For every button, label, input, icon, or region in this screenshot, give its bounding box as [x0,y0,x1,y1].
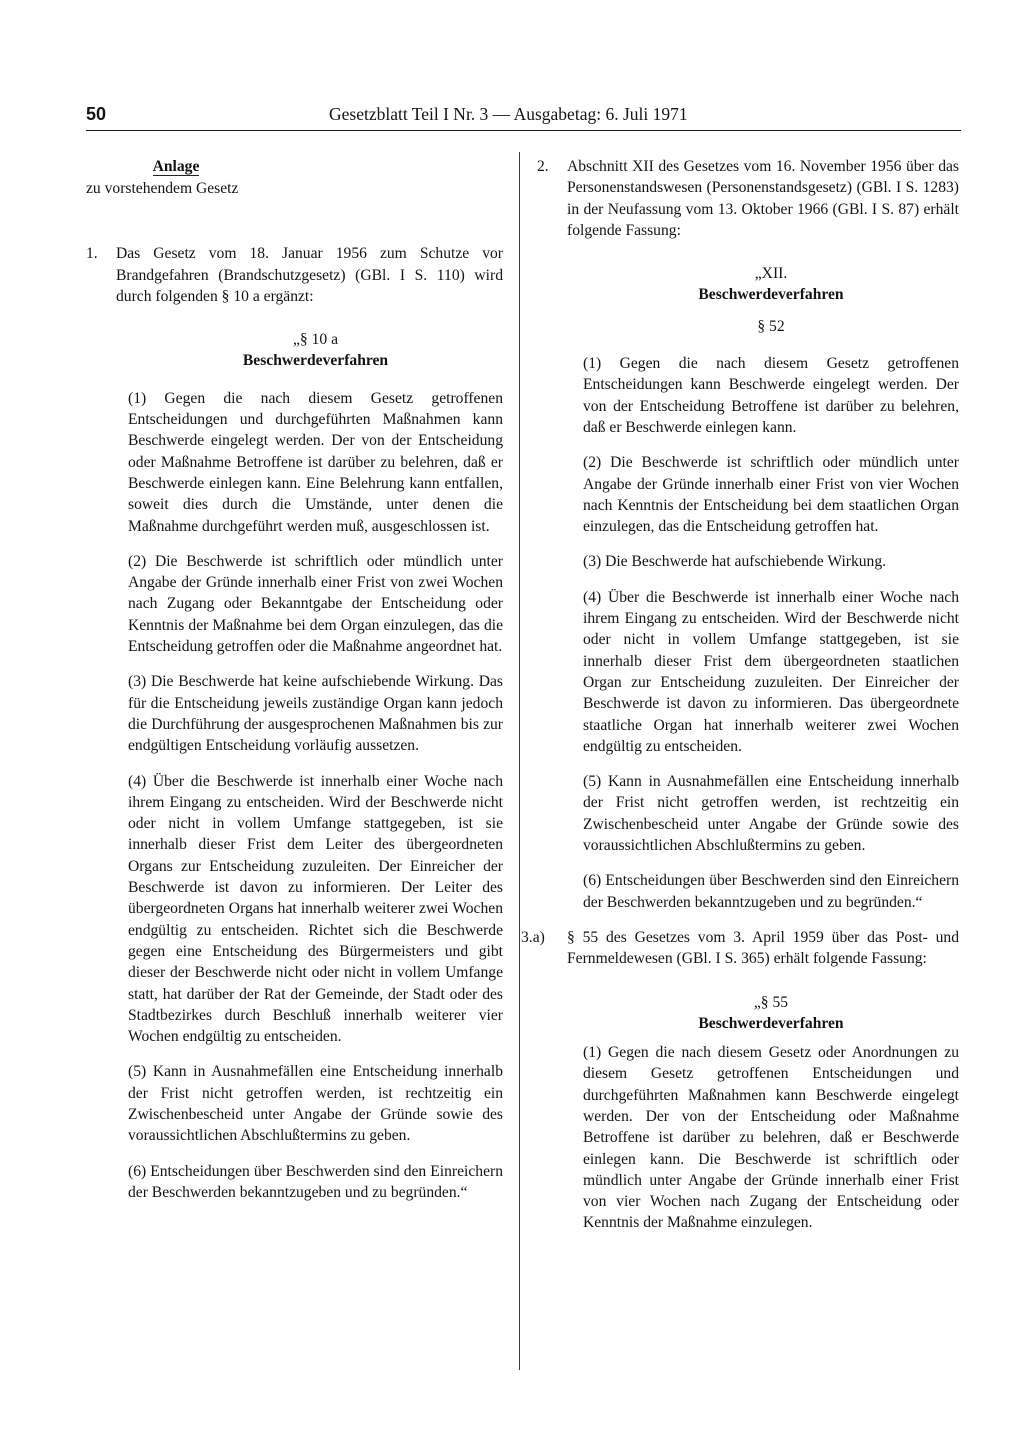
paragraph-1: (1) Gegen die nach diesem Gesetz getroffenen Entscheidungen und durchgeführten Maßnahmen kann Beschwerde eingelegt werden. Der von der Entscheidung oder Maßnahme Betroffene ist darüber zu belehren, daß er Beschwerde einlegen kann. Eine Belehrung kann entfallen, soweit dies durch die Umstände, unter denen die Maßnahme durchgeführt werden muß, ausgeschlossen ist. [128,389,503,535]
section-title: Beschwerdeverfahren [698,286,844,304]
section-title: Beschwerdeverfahren [698,1014,844,1032]
item-number: 3.a) [521,928,545,946]
section-body [537,353,959,913]
item-number: 2. [537,158,549,175]
paragraph-6: (6) Entscheidungen über Beschwerden sind den Einreichern der Beschwerden bekanntzugeben und zu begründen.“ [583,872,959,911]
section-body [86,388,503,1203]
item-3a [521,927,959,970]
anlage-title: Anlage [152,158,200,175]
page-header [86,104,961,131]
paragraph-2: (2) Die Beschwerde ist schriftlich oder mündlich unter Angabe der Gründe innerhalb einer Frist von vier Wochen nach Kenntnis der Entscheidung bei dem staatlichen Organ einzulegen, das die Entscheidung getroffen hat. [583,454,959,536]
right-column [521,156,959,1248]
item-2 [537,156,959,241]
paragraph-3: (3) Die Beschwerde hat keine aufschiebende Wirkung. Das für die Entscheidung jeweils zuständige Organ kann jedoch die Durchführung der ausgesprochenen Maßnahmen bis zur endgültigen Entscheidung vorläufig aussetzen. [128,673,503,755]
paragraph-2: (2) Die Beschwerde ist schriftlich oder mündlich unter Angabe der Gründe innerhalb einer Frist von zwei Wochen nach Zugang oder Bekanntgabe der Entscheidung oder Kenntnis der Maßnahme bei dem Organ einzulegen, das die Entscheidung getroffen oder die Maßnahme angeordnet hat. [128,552,503,656]
paragraph-1: (1) Gegen die nach diesem Gesetz getroffenen Entscheidungen kann Beschwerde eingelegt werden. Der von der Entscheidung Betroffene ist darüber zu belehren, daß er Beschwerde einlegen kann. [583,355,959,436]
running-head: Gesetzblatt Teil I Nr. 3 — Ausgabetag: 6. Juli 1971 [329,104,688,124]
section-heading: „§ 10 a [292,331,339,349]
paragraph-1: (1) Gegen die nach diesem Gesetz oder Anordnungen zu diesem Gesetz getroffenen Entscheidungen und durchgeführten Maßnahmen kann Beschwerde eingelegt werden. Der von der Entscheidung oder Maßnahme Betroffene ist darüber zu belehren, daß er Beschwerde einlegen kann. Die Beschwerde ist schriftlich oder mündlich unter Angabe der Gründe innerhalb einer Frist von vier Wochen nach Zugang der Entscheidung oder Kenntnis der Maßnahme einzulegen. [583,1044,959,1232]
section-heading: „§ 55 [753,993,789,1011]
item-text: Abschnitt XII des Gesetzes vom 16. November 1956 über das Personenstandswesen (Personenstandsgesetz) (GBl. I S. 1283) in der Neufassung vom 13. Oktober 1966 (GBl. I S. 87) erhält folgende Fassung: [567,158,959,239]
paragraph-4: (4) Über die Beschwerde ist innerhalb einer Woche nach ihrem Eingang zu entscheiden. Wird der Beschwerde nicht oder nicht in vollem Umfange stattgegeben, ist sie innerhalb dieser Frist dem übergeordneten staatlichen Organ zur Entscheidung zuzuleiten. Der Einreicher der Beschwerde ist davon zu informieren. Das übergeordnete staatliche Organ hat innerhalb weiterer zwei Wochen endgültig zu entscheiden. [583,588,959,755]
page-number: 50 [86,104,107,124]
section-title: Beschwerdeverfahren [242,352,389,370]
item-1 [86,243,503,307]
item-number: 1. [86,245,98,263]
paragraph-6: (6) Entscheidungen über Beschwerden sind den Einreichern der Beschwerden bekanntzugeben und zu begründen.“ [128,1162,503,1201]
paragraph-3: (3) Die Beschwerde hat aufschiebende Wirkung. [583,553,887,571]
paragraph-heading: § 52 [757,317,785,335]
section-heading: „XII. [754,265,788,283]
section-body [537,1042,959,1234]
paragraph-5: (5) Kann in Ausnahmefällen eine Entscheidung innerhalb der Frist nicht getroffen werden, ist rechtzeitig ein Zwischenbescheid unter Angabe der Gründe sowie des voraussichtlichen Abschlußtermins zu geben. [128,1063,503,1145]
left-column [86,156,503,1217]
item-text: Das Gesetz vom 18. Januar 1956 zum Schutze vor Brandgefahren (Brandschutzgesetz) (GBl. I S. 110) wird durch folgenden § 10 a ergänzt: [116,245,503,305]
anlage-subtitle: zu vorstehendem Gesetz [86,180,239,197]
paragraph-5: (5) Kann in Ausnahmefällen eine Entscheidung innerhalb der Frist nicht getroffen werden, ist rechtzeitig ein Zwischenbescheid unter Angabe der Gründe sowie des voraussichtlichen Abschlußtermins zu geben. [583,773,959,855]
paragraph-4: (4) Über die Beschwerde ist innerhalb einer Woche nach ihrem Eingang zu entscheiden. Wird der Beschwerde nicht oder nicht in vollem Umfange stattgegeben, ist sie innerhalb dieser Frist dem Leiter des übergeordneten Organs zur Entscheidung zuzuleiten. Der Einreicher der Beschwerde ist davon zu informieren. Der Leiter des übergeordneten Organs hat innerhalb weiterer zwei Wochen endgültig zu entscheiden. Richtet sich die Beschwerde gegen eine Entscheidung des Bürgermeisters und gibt dieser der Beschwerde nicht oder nicht in vollem Umfange statt, hat darüber der Rat der Gemeinde, der Stadt oder des Stadtbezirkes durch Beschluß innerhalb weiterer vier Wochen endgültig zu entscheiden. [128,772,503,1046]
column-divider [519,152,520,1370]
item-text: § 55 des Gesetzes vom 3. April 1959 über das Post- und Fernmeldewesen (GBl. I S. 365) erhält folgende Fassung: [567,928,959,968]
